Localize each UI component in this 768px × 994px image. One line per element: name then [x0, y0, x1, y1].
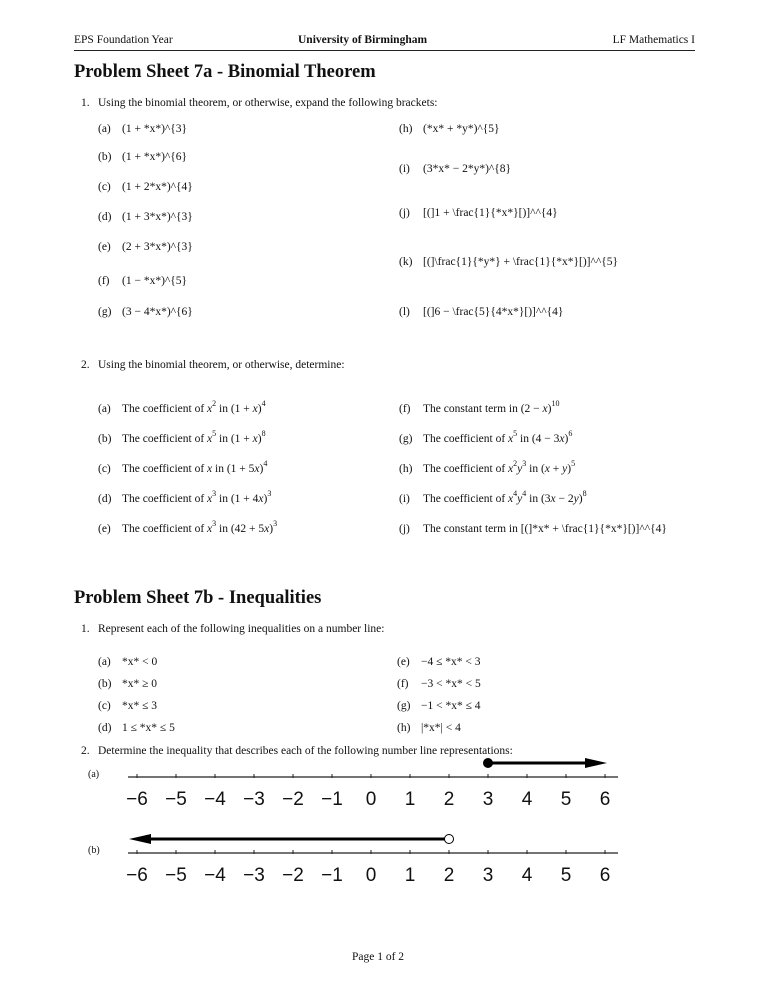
item-expression: (1 + 2*x*)^{4} [122, 181, 193, 193]
item-label: (a) [98, 403, 111, 415]
item-label: (i) [399, 493, 410, 505]
sheet-a-title: Problem Sheet 7a - Binomial Theorem [74, 62, 376, 82]
arrow-head [585, 758, 607, 768]
header-left: EPS Foundation Year [74, 34, 173, 46]
number-line-label: (a) [88, 769, 100, 780]
list-item [399, 123, 500, 135]
page-footer: Page 1 of 2 [352, 951, 405, 963]
item-expression: −3 < *x* < 5 [421, 678, 481, 690]
item-expression: (3 − 4*x*)^{6} [122, 306, 193, 318]
list-item [397, 656, 481, 668]
tick-label: 2 [443, 789, 455, 810]
item-expression: 1 ≤ *x* ≤ 5 [122, 722, 175, 734]
item-expression: The coefficient of $x^5$ in $(1 + x)^8$ [122, 429, 266, 445]
tick-label: −6 [126, 865, 148, 886]
list-item [98, 519, 278, 535]
tick-label: 1 [404, 865, 416, 886]
list-item [399, 256, 618, 268]
header-right: LF Mathematics I [612, 34, 695, 46]
number-lines [0, 740, 768, 900]
item-label: (a) [98, 123, 111, 135]
list-item [399, 429, 573, 445]
tick-label: 5 [560, 865, 572, 886]
list-item [399, 523, 667, 535]
list-item [399, 489, 587, 505]
number-line-label: (b) [88, 845, 100, 856]
list-item [397, 678, 481, 690]
header-center: University of Birmingham [298, 34, 428, 46]
item-expression: The coefficient of $x^4y^4$ in $(3x - 2y)^8$ [423, 489, 587, 505]
header-rule [74, 50, 695, 51]
list-item [98, 211, 193, 223]
question-number: 1. [81, 623, 90, 635]
item-label: (h) [399, 123, 413, 135]
item-label: (l) [399, 306, 410, 318]
item-expression: *x* < 0 [122, 656, 158, 668]
item-label: (f) [397, 678, 409, 690]
item-label: (e) [397, 656, 410, 668]
list-item [98, 306, 193, 318]
item-expression: The coefficient of $x^3$ in $(42 + 5x)^3$ [122, 519, 278, 535]
list-item [98, 123, 187, 135]
tick-label: −1 [321, 789, 343, 810]
item-expression: The coefficient of $x^2$ in $(1 + x)^4$ [122, 399, 266, 415]
sheet-b-title: Problem Sheet 7b - Inequalities [74, 588, 322, 608]
tick-label: −2 [282, 789, 304, 810]
item-label: (e) [98, 523, 111, 535]
tick-label: 1 [404, 789, 416, 810]
item-expression: The constant term in [(]*x* + \frac{1}{*x*}[)]^^{4} [423, 523, 667, 535]
question-number: 1. [81, 97, 90, 109]
item-expression: The coefficient of $x^2y^3$ in $(x + y)^5$ [423, 459, 576, 475]
list-item [98, 459, 268, 475]
item-label: (f) [98, 275, 110, 287]
tick-label: −3 [243, 789, 265, 810]
list-item [399, 459, 576, 475]
question-text: Using the binomial theorem, or otherwise, determine: [98, 359, 345, 371]
item-label: (c) [98, 181, 111, 193]
tick-label: 4 [521, 865, 533, 886]
tick-label: 0 [365, 789, 377, 810]
item-label: (d) [98, 493, 112, 505]
item-expression: |*x*| < 4 [421, 722, 461, 734]
item-expression: *x* ≤ 3 [122, 700, 158, 712]
item-label: (j) [399, 207, 410, 219]
tick-label: 0 [365, 865, 377, 886]
tick-label: −1 [321, 865, 343, 886]
item-expression: The coefficient of $x^5$ in $(4 - 3x)^6$ [423, 429, 573, 445]
item-label: (k) [399, 256, 413, 268]
tick-label: 3 [482, 865, 494, 886]
item-label: (f) [399, 403, 411, 415]
item-label: (d) [98, 722, 112, 734]
list-item [98, 656, 157, 668]
item-expression: The coefficient of x in $(1 + 5x)^4$ [122, 459, 268, 475]
tick-label: −2 [282, 865, 304, 886]
list-item [98, 399, 266, 415]
item-label: (g) [98, 306, 112, 318]
item-expression: The coefficient of $x^3$ in $(1 + 4x)^3$ [122, 489, 272, 505]
tick-label: −5 [165, 789, 187, 810]
item-expression: (1 + *x*)^{6} [122, 151, 188, 163]
item-expression: (1 − *x*)^{5} [122, 275, 188, 287]
question-text: Represent each of the following inequalities on a number line: [98, 623, 385, 635]
item-label: (h) [399, 463, 413, 475]
question-number: 2. [81, 359, 90, 371]
item-expression: −4 ≤ *x* < 3 [421, 656, 481, 668]
list-item [98, 275, 187, 287]
item-label: (c) [98, 463, 111, 475]
item-expression: (3*x* − 2*y*)^{8} [423, 163, 512, 175]
list-item [98, 678, 157, 690]
item-expression: −1 < *x* ≤ 4 [421, 700, 481, 712]
tick-label: −5 [165, 865, 187, 886]
item-expression: *x* ≥ 0 [122, 678, 158, 690]
item-label: (b) [98, 678, 112, 690]
item-label: (g) [397, 700, 411, 712]
list-item [98, 429, 266, 445]
item-expression: (1 + 3*x*)^{3} [122, 211, 193, 223]
item-expression: The constant term in $(2 - x)^{10}$ [423, 399, 560, 415]
list-item [98, 700, 157, 712]
list-item [98, 241, 193, 253]
item-expression: (2 + 3*x*)^{3} [122, 241, 193, 253]
item-label: (b) [98, 151, 112, 163]
tick-label: 4 [521, 789, 533, 810]
item-label: (i) [399, 163, 410, 175]
question-text: Using the binomial theorem, or otherwise, expand the following brackets: [98, 97, 438, 109]
tick-label: −4 [204, 789, 226, 810]
list-item [397, 722, 461, 734]
item-label: (j) [399, 523, 410, 535]
list-item [399, 207, 558, 219]
list-item [397, 700, 481, 712]
item-label: (b) [98, 433, 112, 445]
item-expression: (1 + *x*)^{3} [122, 123, 188, 135]
question-number: 2. [81, 745, 90, 757]
tick-label: −6 [126, 789, 148, 810]
question-text: Determine the inequality that describes each of the following number line representations: [98, 745, 513, 757]
arrow-head [129, 834, 151, 844]
closed-endpoint [484, 759, 493, 768]
item-expression: [(]\frac{1}{*y*} + \frac{1}{*x*}[)]^^{5} [423, 256, 619, 268]
list-item [399, 306, 563, 318]
open-endpoint [445, 835, 454, 844]
list-item [98, 489, 272, 505]
item-label: (g) [399, 433, 413, 445]
item-label: (d) [98, 211, 112, 223]
tick-label: 2 [443, 865, 455, 886]
tick-label: 3 [482, 789, 494, 810]
list-item [98, 181, 193, 193]
list-item [98, 722, 175, 734]
item-label: (e) [98, 241, 111, 253]
tick-label: 6 [599, 789, 611, 810]
item-expression: [(]1 + \frac{1}{*x*}[)]^^{4} [423, 207, 558, 219]
item-expression: (*x* + *y*)^{5} [423, 123, 500, 135]
tick-label: 6 [599, 865, 611, 886]
item-label: (c) [98, 700, 111, 712]
item-label: (a) [98, 656, 111, 668]
tick-label: 5 [560, 789, 572, 810]
item-label: (h) [397, 722, 411, 734]
tick-label: −4 [204, 865, 226, 886]
list-item [399, 163, 511, 175]
item-expression: [(]6 − \frac{5}{4*x*}[)]^^{4} [423, 306, 564, 318]
tick-label: −3 [243, 865, 265, 886]
list-item [98, 151, 187, 163]
list-item [399, 399, 560, 415]
